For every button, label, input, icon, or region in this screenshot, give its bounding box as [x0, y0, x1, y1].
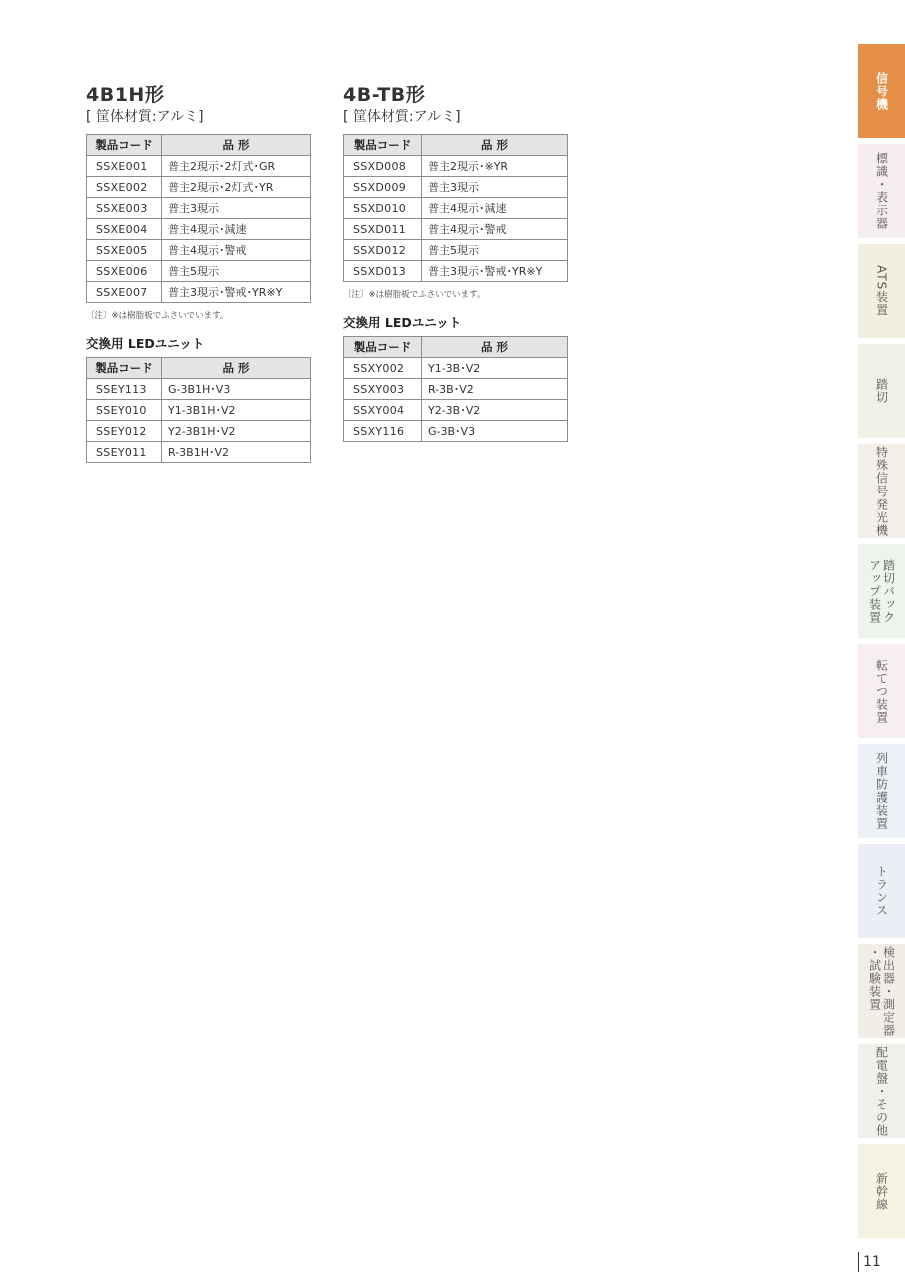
table-row [87, 177, 311, 198]
table-row [344, 379, 568, 400]
product-code-cell: SSXE001 [87, 156, 162, 177]
sidebar-tab[interactable] [858, 144, 905, 238]
table-header-row [87, 358, 311, 379]
product-name-cell: 普主3現示 [422, 177, 568, 198]
product-code-cell: SSXD009 [344, 177, 422, 198]
sidebar-tab-label: トランス [874, 865, 889, 917]
product-code-cell: SSXE006 [87, 261, 162, 282]
column-header-code: 製品コード [87, 358, 162, 379]
table-row [344, 156, 568, 177]
column-header-name: 品 形 [162, 358, 311, 379]
table-row [87, 421, 311, 442]
sidebar-tab[interactable] [858, 1044, 905, 1138]
table-row [87, 240, 311, 261]
product-name-cell: 普主5現示 [422, 240, 568, 261]
left-section [86, 84, 311, 463]
table-row [87, 442, 311, 463]
page-number: 11 [858, 1252, 881, 1272]
product-code-cell: SSEY011 [87, 442, 162, 463]
table-header-row [344, 135, 568, 156]
sidebar-tab[interactable] [858, 844, 905, 938]
table-header-row [87, 135, 311, 156]
product-code-cell: SSXE003 [87, 198, 162, 219]
product-name-cell: R-3B･V2 [422, 379, 568, 400]
product-name-cell: 普主2現示･2灯式･YR [162, 177, 311, 198]
sidebar-tab[interactable] [858, 544, 905, 638]
material-label: [ 筐体材質:アルミ] [343, 109, 461, 125]
sidebar-tab[interactable] [858, 444, 905, 538]
product-code-cell: SSXY003 [344, 379, 422, 400]
product-code-cell: SSXE007 [87, 282, 162, 303]
product-code-cell: SSXE005 [87, 240, 162, 261]
product-name-cell: 普主3現示･警戒･YR※Y [162, 282, 311, 303]
product-name-cell: 普主3現示･警戒･YR※Y [422, 261, 568, 282]
product-code-cell: SSEY012 [87, 421, 162, 442]
sidebar-tab-label: 新幹線 [874, 1171, 889, 1211]
table-row [344, 358, 568, 379]
table-header-row [344, 337, 568, 358]
table-row [87, 379, 311, 400]
product-code-cell: SSXD013 [344, 261, 422, 282]
product-code-cell: SSXD010 [344, 198, 422, 219]
column-header-name: 品 形 [422, 135, 568, 156]
led-table [343, 336, 568, 442]
product-name-cell: 普主5現示 [162, 261, 311, 282]
product-name-cell: 普主4現示･減速 [162, 219, 311, 240]
sidebar-tab[interactable] [858, 1144, 905, 1238]
product-name-cell: G-3B1H･V3 [162, 379, 311, 400]
product-name-cell: 普主2現示･2灯式･GR [162, 156, 311, 177]
product-code-cell: SSXY116 [344, 421, 422, 442]
table-note: 〔注〕※は樹脂板でふさいでいます。 [86, 311, 229, 321]
material-label: [ 筐体材質:アルミ] [86, 109, 204, 125]
sidebar-tab-label: ATS装置 [874, 265, 889, 317]
column-header-code: 製品コード [344, 135, 422, 156]
product-code-cell: SSXD012 [344, 240, 422, 261]
led-unit-title: 交換用 LEDユニット [86, 336, 205, 351]
table-row [87, 219, 311, 240]
table-row [87, 400, 311, 421]
product-code-cell: SSEY010 [87, 400, 162, 421]
product-name-cell: Y2-3B･V2 [422, 400, 568, 421]
column-header-name: 品 形 [422, 337, 568, 358]
led-unit-title: 交換用 LEDユニット [343, 315, 462, 330]
product-name-cell: R-3B1H･V2 [162, 442, 311, 463]
sidebar-tab-label: 踏切 [874, 378, 889, 404]
column-header-name: 品 形 [162, 135, 311, 156]
sidebar-tab-label: 検出器・測定器 ・試験装置 [867, 945, 896, 1037]
sidebar-tab-label: 列車防護装置 [874, 752, 889, 830]
section-title: 4B-TB形 [343, 84, 426, 106]
product-code-cell: SSXD008 [344, 156, 422, 177]
table-row [344, 261, 568, 282]
section-title: 4B1H形 [86, 84, 165, 106]
product-code-cell: SSEY113 [87, 379, 162, 400]
product-code-cell: SSXE004 [87, 219, 162, 240]
column-header-code: 製品コード [344, 337, 422, 358]
sidebar-tab-label: 信号機 [874, 71, 889, 111]
sidebar-tab-label: 配電盤・その他 [874, 1045, 889, 1137]
table-row [87, 198, 311, 219]
right-section [343, 84, 568, 442]
table-row [344, 198, 568, 219]
column-header-code: 製品コード [87, 135, 162, 156]
product-code-cell: SSXY002 [344, 358, 422, 379]
sidebar-tab-label: 転てつ装置 [874, 658, 889, 724]
product-name-cell: 普主4現示･警戒 [422, 219, 568, 240]
table-row [87, 282, 311, 303]
sidebar-tab[interactable] [858, 944, 905, 1038]
product-table [86, 134, 311, 303]
product-name-cell: 普主2現示･※YR [422, 156, 568, 177]
product-table [343, 134, 568, 282]
table-row [87, 261, 311, 282]
sidebar-tab-label: 特殊信号発光機 [874, 445, 889, 537]
product-name-cell: Y2-3B1H･V2 [162, 421, 311, 442]
product-name-cell: 普主4現示･警戒 [162, 240, 311, 261]
sidebar-tab[interactable] [858, 244, 905, 338]
product-name-cell: Y1-3B･V2 [422, 358, 568, 379]
product-name-cell: 普主3現示 [162, 198, 311, 219]
table-row [344, 219, 568, 240]
sidebar-tab-label: 標識・表示器 [874, 152, 889, 230]
sidebar-tab-label: 踏切バック アップ装置 [867, 558, 896, 624]
table-note: 〔注〕※は樹脂板でふさいでいます。 [343, 290, 486, 300]
table-row [344, 240, 568, 261]
table-row [344, 421, 568, 442]
product-name-cell: 普主4現示･減速 [422, 198, 568, 219]
table-row [344, 177, 568, 198]
product-name-cell: Y1-3B1H･V2 [162, 400, 311, 421]
product-name-cell: G-3B･V3 [422, 421, 568, 442]
led-table [86, 357, 311, 463]
product-code-cell: SSXE002 [87, 177, 162, 198]
product-code-cell: SSXY004 [344, 400, 422, 421]
sidebar-tab[interactable] [858, 644, 905, 738]
table-row [344, 400, 568, 421]
table-row [87, 156, 311, 177]
sidebar-tab[interactable] [858, 44, 905, 138]
product-code-cell: SSXD011 [344, 219, 422, 240]
sidebar-tab[interactable] [858, 744, 905, 838]
sidebar-tab[interactable] [858, 344, 905, 438]
